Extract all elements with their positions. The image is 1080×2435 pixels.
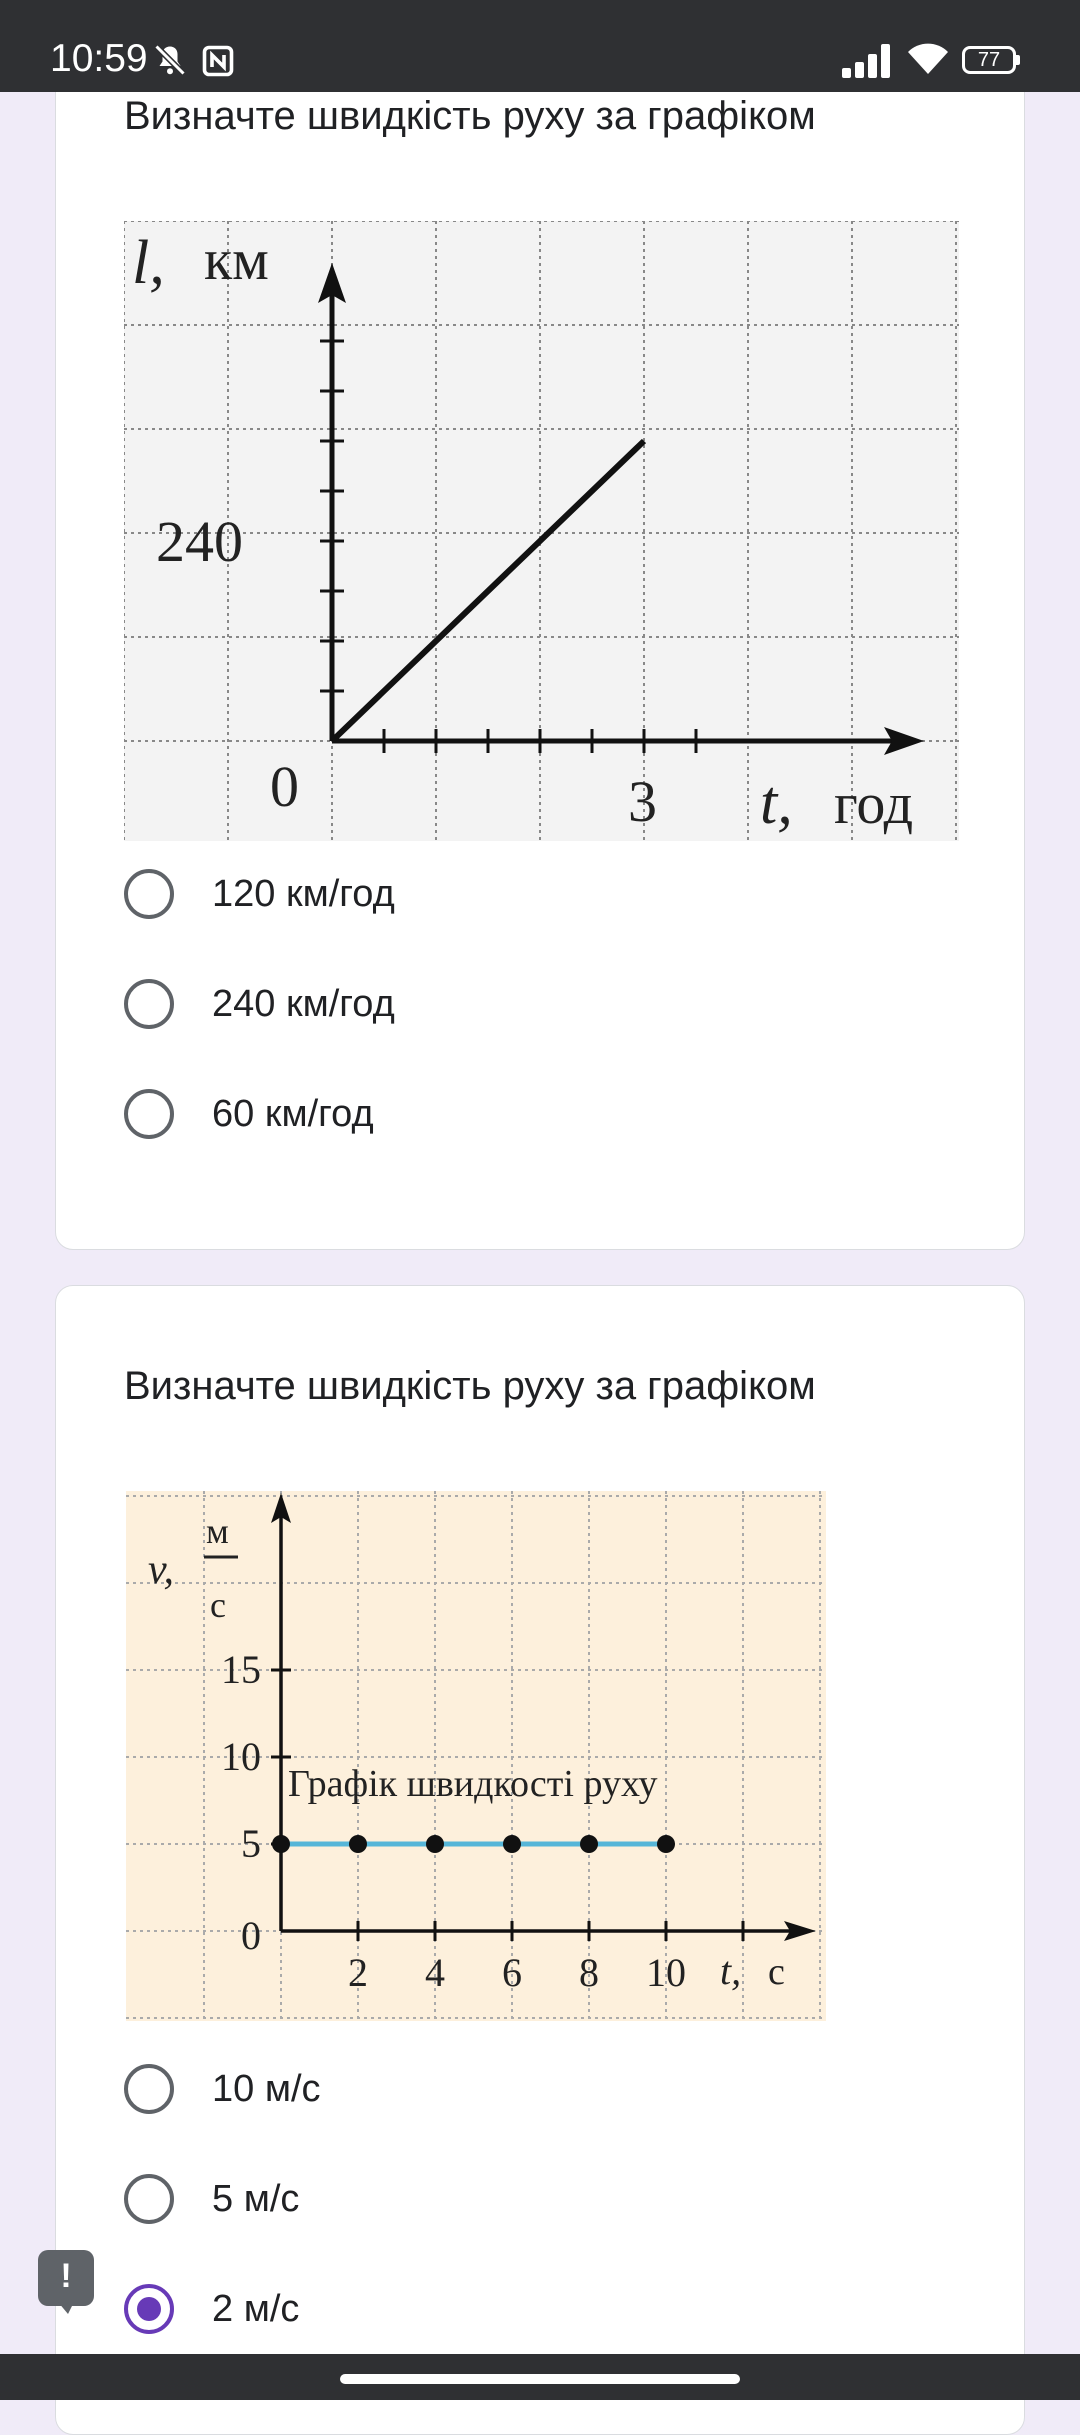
y-tick-label: 0 [241, 1913, 261, 1958]
x-tick-label: 10 [646, 1950, 686, 1995]
status-bar [0, 0, 1080, 92]
option-label: 120 км/год [212, 873, 395, 915]
data-point [657, 1835, 675, 1853]
option-60[interactable] [124, 1081, 924, 1151]
navigation-bar [0, 2354, 1080, 2400]
nfc-icon [200, 43, 236, 79]
data-point [503, 1835, 521, 1853]
x-tick-label: 8 [579, 1950, 599, 1995]
distance-time-chart [124, 221, 959, 841]
radio-button[interactable] [124, 979, 174, 1029]
radio-button[interactable] [124, 2064, 174, 2114]
x-axis-variable: t, [720, 1948, 742, 1993]
home-handle[interactable] [340, 2374, 740, 2384]
question-title: Визначте швидкість руху за графіком [124, 1364, 816, 1408]
chart-annotation: Графік швидкості руху [288, 1763, 658, 1805]
report-glyph: ! [60, 2257, 72, 2295]
battery-icon [962, 46, 1020, 74]
y-axis-variable: v, [148, 1547, 175, 1593]
option-label: 2 м/с [212, 2288, 300, 2330]
data-point [349, 1835, 367, 1853]
option-240[interactable] [124, 971, 924, 1041]
x-tick-label: 6 [502, 1950, 522, 1995]
question-card-1 [55, 0, 1025, 1250]
radio-button[interactable] [124, 2174, 174, 2224]
question-card-2 [55, 1285, 1025, 2435]
x-tick-label: 3 [628, 769, 657, 834]
x-tick-label: 0 [270, 754, 299, 819]
radio-button[interactable] [124, 1089, 174, 1139]
option-label: 10 м/с [212, 2068, 321, 2110]
signal-icon [842, 44, 894, 78]
x-tick-label: 4 [425, 1950, 445, 1995]
x-axis-unit: с [768, 1951, 785, 1993]
y-axis-unit: км [204, 227, 269, 292]
radio-button[interactable] [124, 869, 174, 919]
option-label: 60 км/год [212, 1093, 374, 1135]
x-axis-unit: год [834, 771, 914, 836]
x-axis-variable: t, [760, 769, 793, 837]
bell-off-icon [152, 42, 188, 78]
y-axis-unit-denominator: с [210, 1585, 226, 1625]
option-5[interactable] [124, 2166, 924, 2236]
y-tick-label: 5 [241, 1821, 261, 1866]
option-label: 5 м/с [212, 2178, 300, 2220]
y-tick-label: 15 [221, 1647, 261, 1692]
y-tick-label: 240 [156, 509, 243, 574]
data-point [580, 1835, 598, 1853]
status-time: 10:59 [50, 37, 148, 80]
y-tick-label: 10 [221, 1734, 261, 1779]
battery-level: 77 [977, 49, 1001, 71]
y-axis-unit-numerator: м [206, 1511, 229, 1551]
radio-button-selected[interactable] [124, 2284, 174, 2334]
data-point [272, 1835, 290, 1853]
x-tick-label: 2 [348, 1950, 368, 1995]
option-2[interactable] [124, 2276, 924, 2346]
wifi-icon [906, 40, 950, 76]
option-label: 240 км/год [212, 983, 395, 1025]
option-10[interactable] [124, 2056, 924, 2126]
option-120[interactable] [124, 861, 924, 931]
data-point [426, 1835, 444, 1853]
report-icon[interactable] [38, 2250, 94, 2306]
question-title: Визначте швидкість руху за графіком [124, 94, 816, 138]
velocity-time-chart [126, 1491, 826, 2021]
y-axis-variable: l, [132, 229, 165, 297]
